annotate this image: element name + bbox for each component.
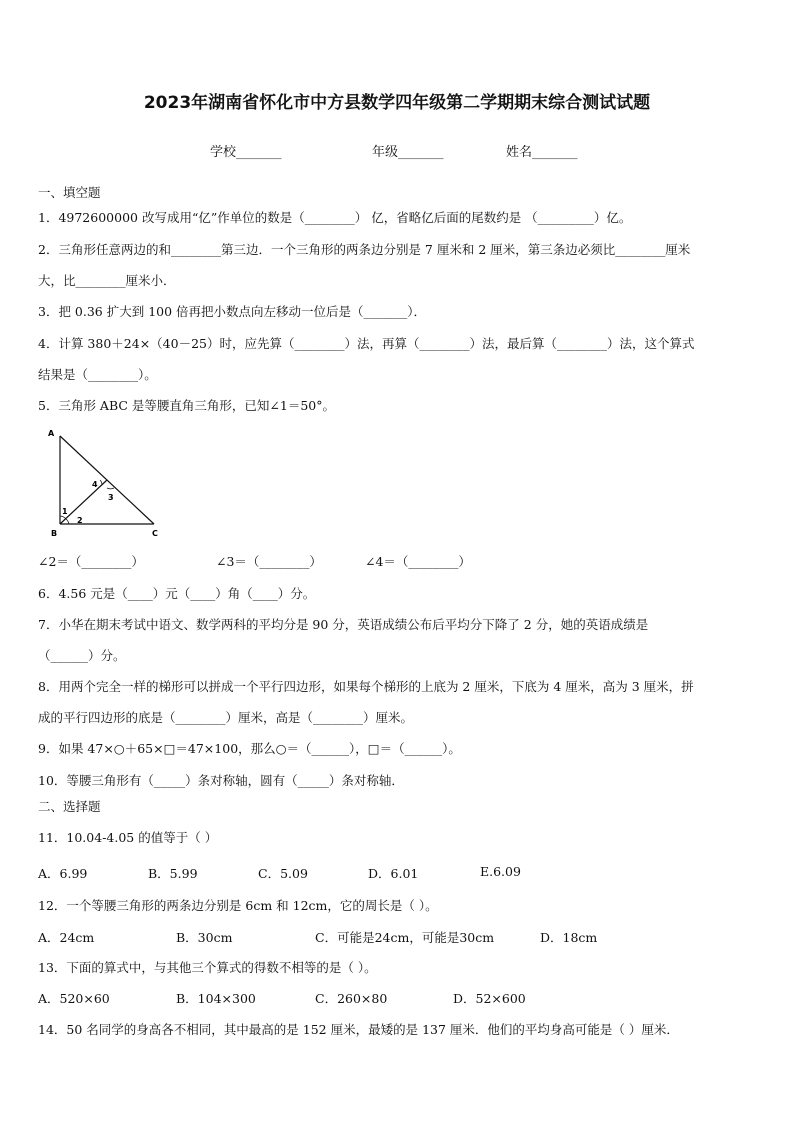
question-14: 14．50 名同学的身高各不相同，其中最高的是 152 厘米，最矮的是 137 厘米．他们的平均身高可能是（ ）厘米．	[38, 1022, 679, 1037]
question-7-line-1: 7．小华在期末考试中语文、数学两科的平均分是 90 分，英语成绩公布后平均分下降了 2 分，她的英语成绩是	[38, 617, 649, 632]
section-heading-fill: 一、填空题	[38, 185, 101, 200]
question-6: 6．4.56 元是（____）元（____）角（____）分。	[38, 586, 316, 601]
vertex-a-label: A	[48, 429, 55, 438]
question-8-line-2: 成的平行四边形的底是（________）厘米，高是（________）厘米。	[38, 710, 414, 725]
question-11-option-b[interactable]: B．5.99	[148, 866, 198, 881]
question-1: 1．4972600000 改写成用“亿”作单位的数是（________） 亿，省略亿后面的尾数约是 （_________）亿。	[38, 210, 632, 225]
page-title: 2023年湖南省怀化市中方县数学四年级第二学期期末综合测试试题	[143, 93, 651, 113]
triangle-figure	[42, 424, 172, 542]
question-12-option-a[interactable]: A．24cm	[38, 930, 95, 945]
angle-1-label: 1	[62, 507, 68, 516]
question-11-option-d[interactable]: D．6.01	[368, 866, 419, 881]
question-12-option-d[interactable]: D．18cm	[540, 930, 598, 945]
school-field: 学校_______	[210, 145, 282, 160]
question-2-line-2: 大，比________厘米小．	[38, 273, 176, 288]
question-13-option-c[interactable]: C．260×80	[315, 991, 388, 1006]
question-13-option-b[interactable]: B．104×300	[176, 991, 256, 1006]
angle-4-label: 4	[92, 480, 98, 489]
vertex-b-label: B	[51, 529, 58, 538]
question-12-option-c[interactable]: C．可能是24cm，可能是30cm	[315, 930, 495, 945]
question-11-option-c[interactable]: C．5.09	[258, 866, 308, 881]
question-9: 9．如果 47×○＋65×□＝47×100，那么○＝（______），□＝（______）。	[38, 741, 461, 756]
vertex-c-label: C	[152, 529, 158, 538]
section-heading-choice: 二、选择题	[38, 799, 101, 814]
question-3: 3．把 0.36 扩大到 100 倍再把小数点向左移动一位后是（_______）．	[38, 304, 427, 319]
question-2-line-1: 2．三角形任意两边的和________第三边．一个三角形的两条边分别是 7 厘米和 2 厘米，第三条边必须比________厘米	[38, 242, 691, 257]
question-8-line-1: 8．用两个完全一样的梯形可以拼成一个平行四边形，如果每个梯形的上底为 2 厘米，下底为 4 厘米，高为 3 厘米，拼	[38, 679, 694, 694]
question-12-option-b[interactable]: B．30cm	[176, 930, 233, 945]
question-5: 5．三角形 ABC 是等腰直角三角形，已知∠1＝50°。	[38, 398, 335, 413]
question-11: 11．10.04-4.05 的值等于（ ）	[38, 830, 218, 845]
question-4-line-2: 结果是（________）。	[38, 367, 157, 382]
question-13-option-d[interactable]: D．52×600	[453, 991, 526, 1006]
question-5-answer-angle-3: ∠3＝（________）	[216, 554, 322, 569]
question-11-option-a[interactable]: A．6.99	[38, 866, 88, 881]
question-10: 10．等腰三角形有（_____）条对称轴，圆有（_____）条对称轴．	[38, 773, 404, 788]
angle-2-label: 2	[77, 516, 83, 525]
question-5-answer-angle-4: ∠4＝（________）	[365, 554, 471, 569]
question-13: 13．下面的算式中，与其他三个算式的得数不相等的是（ ）。	[38, 960, 377, 975]
question-7-line-2: （______）分。	[38, 648, 126, 663]
question-4-line-1: 4．计算 380＋24×（40－25）时，应先算（________）法，再算（________）法，最后算（________）法，这个算式	[38, 336, 695, 351]
question-5-answer-angle-2: ∠2＝（________）	[38, 554, 144, 569]
question-12: 12．一个等腰三角形的两条边分别是 6cm 和 12cm，它的周长是（ ）。	[38, 898, 438, 913]
question-11-option-e[interactable]: E.6.09	[480, 864, 521, 879]
grade-field: 年级_______	[372, 145, 444, 160]
question-13-option-a[interactable]: A．520×60	[38, 991, 110, 1006]
angle-3-label: 3	[108, 493, 114, 502]
name-field: 姓名_______	[506, 145, 578, 160]
